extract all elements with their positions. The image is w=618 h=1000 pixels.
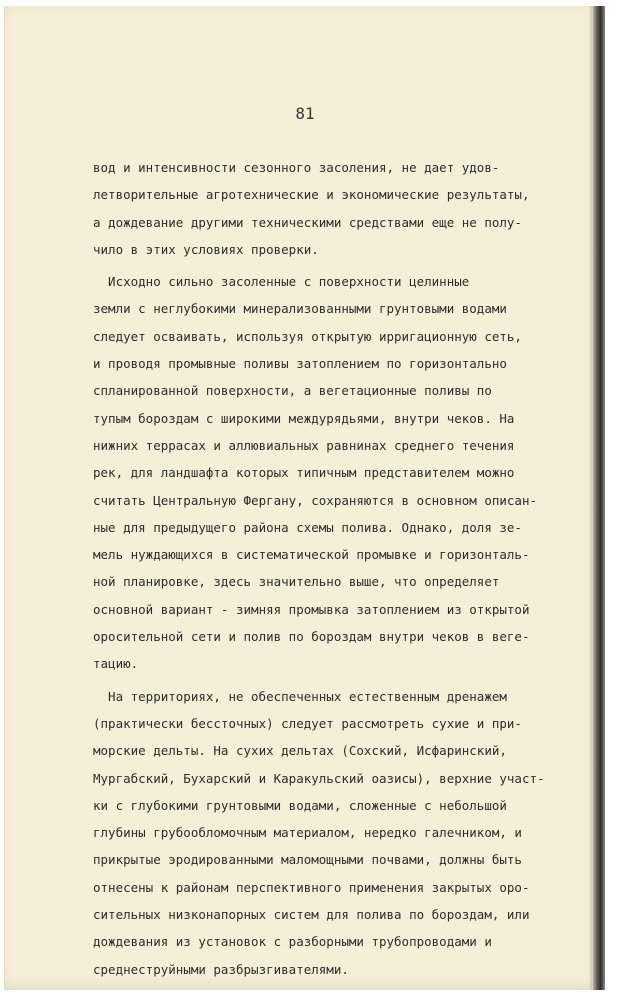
text-line: тупым бороздам с широкими междурядьями, внутри чеков. На [93,410,515,426]
text-line: ной планировке, здесь значительно выше, что определяет [93,574,500,590]
text-line: глубины грубообломочным материалом, нередко галечником, и [93,825,522,841]
text-line: основной вариант - зимняя промывка затоплением из открытой [93,601,530,617]
text-line: ки с глубокими грунтовыми водами, сложенные с небольшой [93,797,507,813]
text-line: Исходно сильно засоленные с поверхности целинные [108,274,470,290]
text-line: Мургабский, Бухарский и Каракульский оазисы), верхние участ- [93,770,545,786]
text-line: чило в этих условиях проверки. [93,241,319,257]
text-line: следует осваивать, используя открытую ирригационную сеть, [93,328,522,344]
text-line: дождевания из установок с разборными трубопроводами и [93,934,492,950]
text-line: и проводя промывные поливы затоплением по горизонтально [93,356,507,372]
book-spine-edge [593,6,605,990]
text-line: мель нуждающихся в систематической промывке и горизонталь- [93,547,530,563]
text-line: а дождевание другими техническими средствами еще не полу- [93,214,522,230]
document-page [4,6,605,990]
text-line: прикрытые эродированными маломощными почвами, должны быть [93,852,522,868]
text-line: отнесены к районам перспективного применения закрытых оро- [93,879,530,895]
text-line: летворительные агротехнические и экономические результаты, [93,187,530,203]
text-line: тацию. [93,656,139,672]
text-line: сительных низконапорных систем для полива по бороздам, или [93,907,530,923]
text-line: оросительной сети и полив по бороздам внутри чеков в веге- [93,629,530,645]
text-line: земли с неглубокими минерализованными грунтовыми водами [93,301,507,317]
text-line: вод и интенсивности сезонного засоления, не дает удов- [93,160,500,175]
body-text [93,154,593,983]
page-number: 81 [295,104,315,123]
text-line: (практически бессточных) следует рассмотреть сухие и при- [93,715,522,731]
text-line: рек, для ландшафта которых типичным представителем можно [93,465,515,481]
text-line: среднеструйными разбрызгивателями. [93,961,349,977]
text-line: считать Центральную Фергану, сохраняются в основном описан- [93,492,538,508]
text-line: ные для предыдущего района схемы полива. Однако, доля зе- [93,519,522,535]
text-line: морские дельты. На сухих дельтах (Сохский, Исфаринский, [93,743,507,759]
text-line: На территориях, не обеспеченных естественным дренажем [108,688,507,704]
text-line: нижних террасах и аллювиальных равнинах среднего течения [93,437,515,453]
text-line: спланированной поверхности, а вегетационные поливы по [93,383,492,399]
